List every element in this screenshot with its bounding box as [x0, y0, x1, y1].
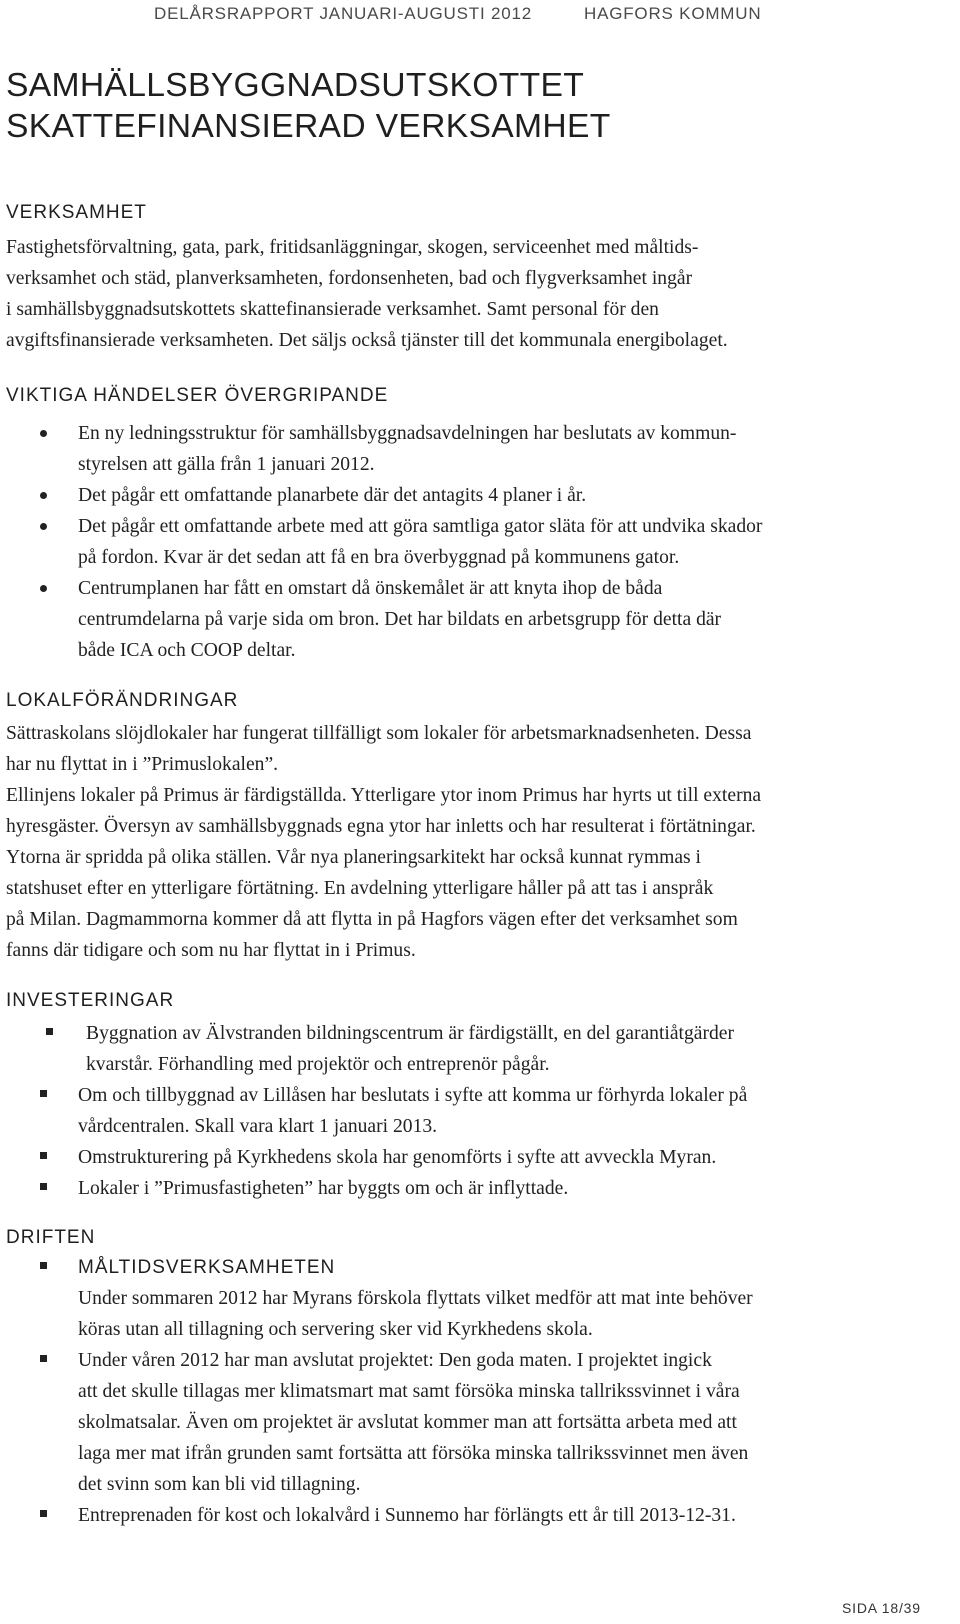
square-bullet-icon	[40, 1262, 47, 1269]
text-line: kvarstår. Förhandling med projektör och entreprenör pågår.	[86, 1054, 550, 1075]
text-line: avgiftsfinansierade verksamheten. Det säljs också tjänster till det kommunala energibolaget.	[6, 330, 728, 351]
report-title: DELÅRSRAPPORT JANUARI-AUGUSTI 2012	[154, 4, 533, 23]
bullet-icon	[40, 430, 47, 437]
text-line: Centrumplanen har fått en omstart då önskemålet är att knyta ihop de båda	[78, 578, 663, 599]
bullet-icon	[40, 492, 47, 499]
list-item	[0, 511, 940, 573]
paragraph-lokalforandringar	[6, 718, 926, 966]
text-line: på fordon. Kvar är det sedan att få en bra överbyggnad på kommunens gator.	[78, 547, 680, 568]
running-header	[0, 4, 960, 28]
list-item	[0, 1252, 940, 1345]
page-title-line-2: SKATTEFINANSIERAD VERKSAMHET	[6, 107, 611, 144]
square-bullet-icon	[40, 1090, 47, 1097]
text-line: Det pågår ett omfattande arbete med att göra samtliga gator släta för att undvika skador	[78, 516, 763, 537]
text-line: Fastighetsförvaltning, gata, park, fritidsanläggningar, skogen, serviceenhet med måltids-	[6, 237, 699, 258]
page-number: SIDA 18/39	[842, 1600, 921, 1616]
square-bullet-icon	[40, 1510, 47, 1517]
text-line: styrelsen att gälla från 1 januari 2012.	[78, 454, 375, 475]
text-line: att det skulle tillagas mer klimatsmart mat samt försöka minska tallrikssvinnet i våra	[78, 1381, 740, 1402]
text-line: skolmatsalar. Även om projektet är avslutat kommer man att fortsätta arbeta med att	[78, 1412, 737, 1433]
subheading-maltidsverksamheten: MÅLTIDSVERKSAMHETEN	[78, 1257, 336, 1278]
text-line: på Milan. Dagmammorna kommer då att flytta in på Hagfors vägen efter det verksamhet som	[6, 909, 738, 930]
text-line: Om och tillbyggnad av Lillåsen har beslutats i syfte att komma ur förhyrda lokaler på	[78, 1085, 748, 1106]
list-item	[0, 573, 940, 666]
list-item	[0, 1345, 940, 1500]
list-viktiga-handelser	[0, 418, 940, 666]
list-item	[0, 1080, 940, 1142]
text-line: köras utan all tillagning och servering sker vid Kyrkhedens skola.	[78, 1319, 593, 1340]
text-line: hyresgäster. Översyn av samhällsbyggnads egna ytor har inletts och har resulterat i förtätningar.	[6, 816, 756, 837]
text-line: Byggnation av Älvstranden bildningscentrum är färdigställt, en del garantiåtgärder	[86, 1023, 735, 1044]
list-item	[0, 1500, 940, 1531]
list-investeringar	[0, 1018, 940, 1204]
text-line: fanns där tidigare och som nu har flyttat in i Primus.	[6, 940, 416, 961]
square-bullet-icon	[46, 1028, 53, 1035]
text-line: Under våren 2012 har man avslutat projektet: Den goda maten. I projektet ingick	[78, 1350, 712, 1371]
heading-viktiga-handelser: VIKTIGA HÄNDELSER ÖVERGRIPANDE	[6, 385, 389, 406]
text-line: Under sommaren 2012 har Myrans förskola flyttats vilket medför att mat inte behöver	[78, 1288, 753, 1309]
heading-driften: DRIFTEN	[6, 1227, 96, 1248]
heading-lokalforandringar: LOKALFÖRÄNDRINGAR	[6, 690, 239, 711]
list-item	[0, 480, 940, 511]
text-line: En ny ledningsstruktur för samhällsbyggnadsavdelningen har beslutats av kommun-	[78, 423, 737, 444]
list-item	[0, 1142, 940, 1173]
text-line: Det pågår ett omfattande planarbete där det antagits 4 planer i år.	[78, 485, 587, 506]
text-line: Lokaler i ”Primusfastigheten” har byggts om och är inflyttade.	[78, 1178, 569, 1199]
list-driften	[0, 1252, 940, 1531]
text-line: det svinn som kan bli vid tillagning.	[78, 1474, 361, 1495]
bullet-icon	[40, 585, 47, 592]
text-line: vårdcentralen. Skall vara klart 1 januari 2013.	[78, 1116, 438, 1137]
text-line: i samhällsbyggnadsutskottets skattefinansierade verksamhet. Samt personal för den	[6, 299, 659, 320]
text-line: verksamhet och städ, planverksamheten, fordonsenheten, bad och flygverksamhet ingår	[6, 268, 693, 289]
text-line: statshuset efter en ytterligare förtätning. En avdelning ytterligare håller på att tas i anspråk	[6, 878, 714, 899]
page-title	[6, 64, 611, 146]
text-line: har nu flyttat in i ”Primuslokalen”.	[6, 754, 279, 775]
heading-verksamhet: VERKSAMHET	[6, 202, 147, 223]
text-line: Omstrukturering på Kyrkhedens skola har genomförts i syfte att avveckla Myran.	[78, 1147, 717, 1168]
text-line: laga mer mat ifrån grunden samt fortsätta att försöka minska tallrikssvinnet men även	[78, 1443, 749, 1464]
text-line: Entreprenaden för kost och lokalvård i Sunnemo har förlängts ett år till 2013-12-31.	[78, 1505, 736, 1526]
heading-investeringar: INVESTERINGAR	[6, 990, 175, 1011]
text-line: både ICA och COOP deltar.	[78, 640, 296, 661]
organization-name: HAGFORS KOMMUN	[584, 4, 762, 23]
text-line: Ellinjens lokaler på Primus är färdigställda. Ytterligare ytor inom Primus har hyrts ut till externa	[6, 785, 762, 806]
paragraph-verksamhet	[6, 232, 926, 356]
list-item	[0, 1018, 940, 1080]
square-bullet-icon	[40, 1152, 47, 1159]
list-item	[0, 418, 940, 480]
page-title-line-1: SAMHÄLLSBYGGNADSUTSKOTTET	[6, 66, 585, 103]
list-item	[0, 1173, 940, 1204]
text-line: Ytorna är spridda på olika ställen. Vår nya planeringsarkitekt har också kunnat rymmas i	[6, 847, 702, 868]
bullet-icon	[40, 523, 47, 530]
text-line: Sättraskolans slöjdlokaler har fungerat tillfälligt som lokaler för arbetsmarknadsenheten. Dessa	[6, 723, 752, 744]
text-line: centrumdelarna på varje sida om bron. Det har bildats en arbetsgrupp för detta där	[78, 609, 722, 630]
square-bullet-icon	[40, 1355, 47, 1362]
square-bullet-icon	[40, 1183, 47, 1190]
